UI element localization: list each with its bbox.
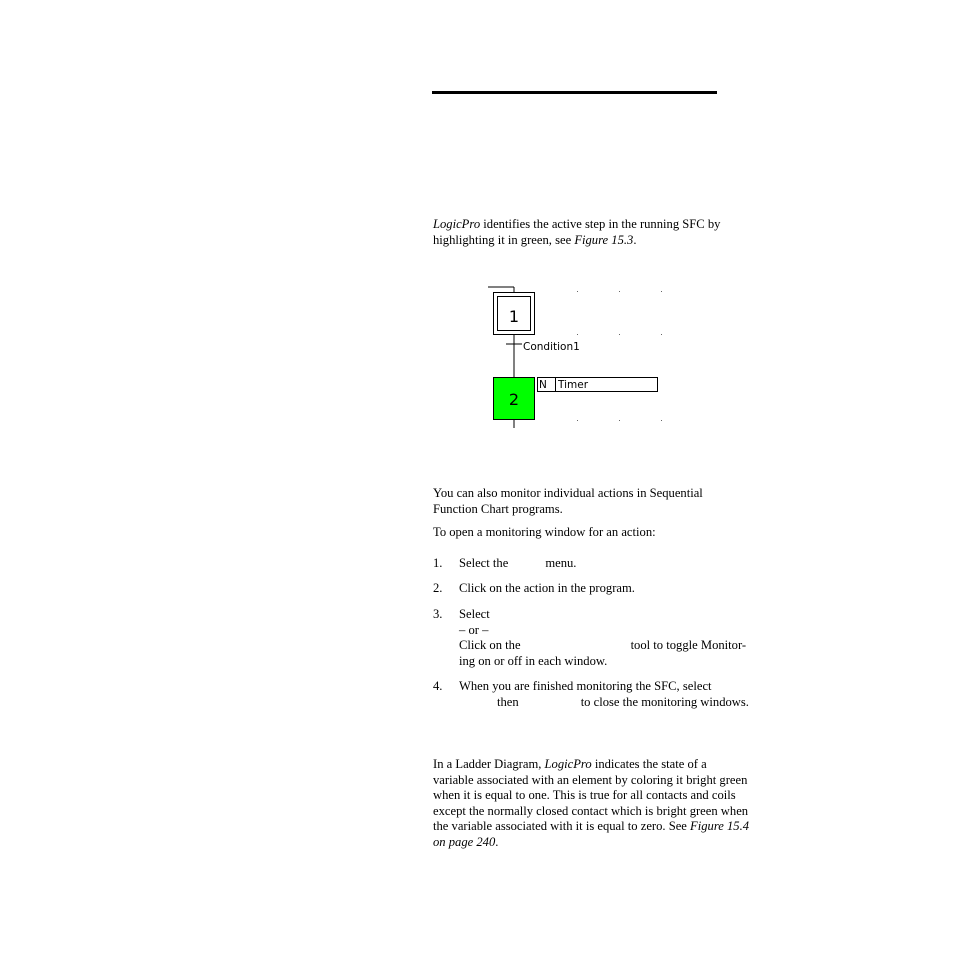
intro-text: identifies the active step in the running SFC by highlighting it in green, see bbox=[433, 217, 721, 247]
step-1[interactable] bbox=[494, 293, 535, 335]
step-2-active[interactable] bbox=[494, 378, 535, 420]
monitor-instruction: To open a monitoring window for an action: bbox=[433, 525, 656, 539]
page-reference: on page 240 bbox=[433, 834, 496, 849]
figure-reference: Figure 15.4 bbox=[690, 819, 750, 834]
header-rule bbox=[432, 91, 717, 94]
action-qualifier: N bbox=[539, 379, 547, 391]
step-1-label: 1 bbox=[508, 307, 520, 326]
action-block-timer[interactable] bbox=[538, 378, 658, 392]
transition-condition1[interactable] bbox=[506, 341, 580, 353]
monitor-paragraph: You can also monitor individual actions in Sequential Function Chart programs. bbox=[433, 486, 703, 516]
figure-reference: Figure 15.3 bbox=[574, 232, 634, 247]
action-name: Timer bbox=[558, 379, 589, 391]
step-2-label: 2 bbox=[508, 390, 520, 409]
ladder-paragraph: In a Ladder Diagram, LogicPro indicates the state of a variable associated with an element by coloring it bright green when it is equal to one. This is true for all contacts and coils except the normally closed contact which is bright green when the variable associated with it is equal to zero. See Figure 15.4 on page 240. bbox=[433, 757, 750, 849]
sfc-diagram bbox=[486, 284, 666, 430]
grid-dots bbox=[577, 291, 662, 421]
intro-paragraph: LogicPro identifies the active step in the running SFC by highlighting it in green, see Figure 15.3. bbox=[433, 217, 721, 247]
transition-label: Condition1 bbox=[523, 341, 580, 353]
app-name: LogicPro bbox=[544, 757, 592, 771]
app-name: LogicPro bbox=[433, 217, 481, 231]
